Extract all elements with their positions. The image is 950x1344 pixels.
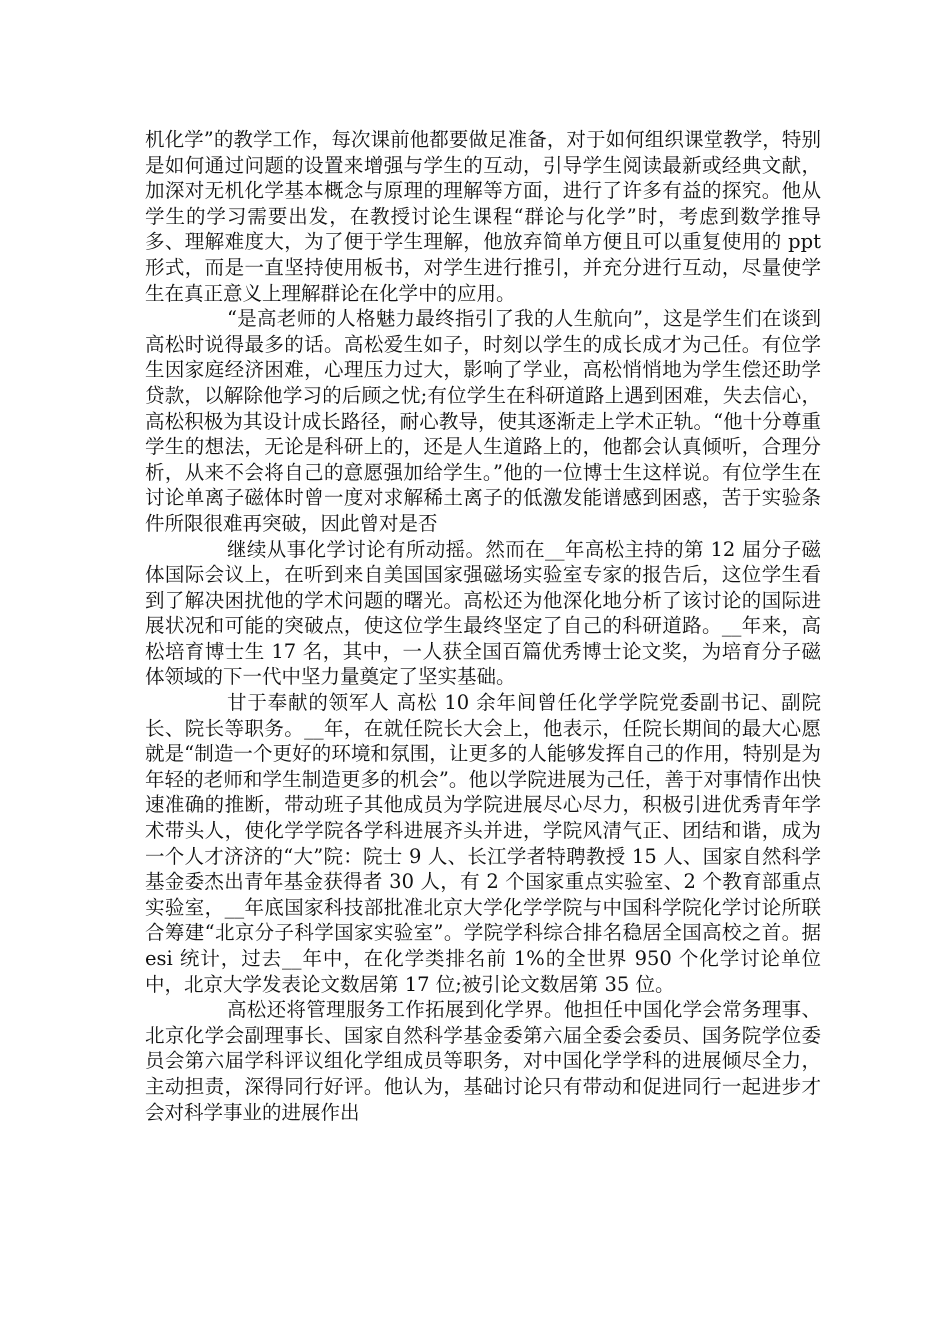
paragraph-service: 高松还将管理服务工作拓展到化学界。他担任中国化学会常务理事、北京化学会副理事长、国家自然科学基金委第六届全委会委员、国务院学位委员会第六届学科评议组化学组成员等职务，对中国化学学科的进展倾尽全力，主动担责，深得同行好评。他认为，基础讨论只有带动和促进同行一起进步才会对科学事业的进展作出	[145, 998, 821, 1124]
paragraph-teaching: 机化学”的教学工作，每次课前他都要做足准备，对于如何组织课堂教学，特别是如何通过问题的设置来增强与学生的互动，引导学生阅读最新或经典文献，加深对无机化学基本概念与原理的理解等方面，进行了许多有益的探究。他从学生的学习需要出发，在教授讨论生课程“群论与化学”时，考虑到数学推导多、理解难度大，为了便于学生理解，他放弃简单方便且可以重复使用的 ppt 形式，而是一直坚持使用板书，对学生进行推引，并充分进行互动，尽量使学生在真正意义上理解群论在化学中的应用。	[145, 128, 821, 305]
paragraph-leadership: 甘于奉献的领军人 高松 10 余年间曾任化学学院党委副书记、副院长、院长等职务。__年，在就任院长大会上，他表示，任院长期间的最大心愿就是“制造一个更好的环境和氛围，让更多的人能够发挥自己的作用，特别是为年轻的老师和学生制造更多的机会”。他以学院进展为己任，善于对事情作出快速准确的推断，带动班子其他成员为学院进展尽心尽力，积极引进优秀青年学术带头人，使化学学院各学科进展齐头并进，学院风清气正、团结和谐，成为一个人才济济的“大”院：院士 9 人、长江学者特聘教授 15 人、国家自然科学基金委杰出青年基金获得者 30 人，有 2 个国家重点实验室、2 个教育部重点实验室，__年底国家科技部批准北京大学化学学院与中国科学院化学讨论所联合筹建“北京分子科学国家实验室”。学院学科综合排名稳居全国高校之首。据 esi 统计，过去__年中，在化学类排名前 1%的全世界 950 个化学讨论单位中，北京大学发表论文数居第 17 位;被引论文数居第 35 位。	[145, 691, 821, 996]
paragraph-student-care: “是高老师的人格魅力最终指引了我的人生航向”，这是学生们在谈到高松时说得最多的话。高松爱生如子，时刻以学生的成长成才为己任。有位学生因家庭经济困难，心理压力过大，影响了学业，高松悄悄地为学生偿还助学贷款，以解除他学习的后顾之忧;有位学生在科研道路上遇到困难，失去信心，高松积极为其设计成长路径，耐心教导，使其逐渐走上学术正轨。“他十分尊重学生的想法，无论是科研上的，还是人生道路上的，他都会认真倾听，合理分析，从来不会将自己的意愿强加给学生。”他的一位博士生这样说。有位学生在讨论单离子磁体时曾一度对求解稀土离子的低激发能谱感到困惑，苦于实验条件所限很难再突破，因此曾对是否	[145, 307, 821, 535]
paragraph-phd-training: 继续从事化学讨论有所动摇。然而在__年高松主持的第 12 届分子磁体国际会议上，在听到来自美国国家强磁场实验室专家的报告后，这位学生看到了解决困扰他的学术问题的曙光。高松还为他深化地分析了该讨论的国际进展状况和可能的突破点，使这位学生最终坚定了自己的科研道路。__年来，高松培育博士生 17 名，其中，一人获全国百篇优秀博士论文奖，为培育分子磁体领域的下一代中坚力量奠定了坚实基础。	[145, 537, 821, 689]
document-body	[145, 127, 821, 1125]
